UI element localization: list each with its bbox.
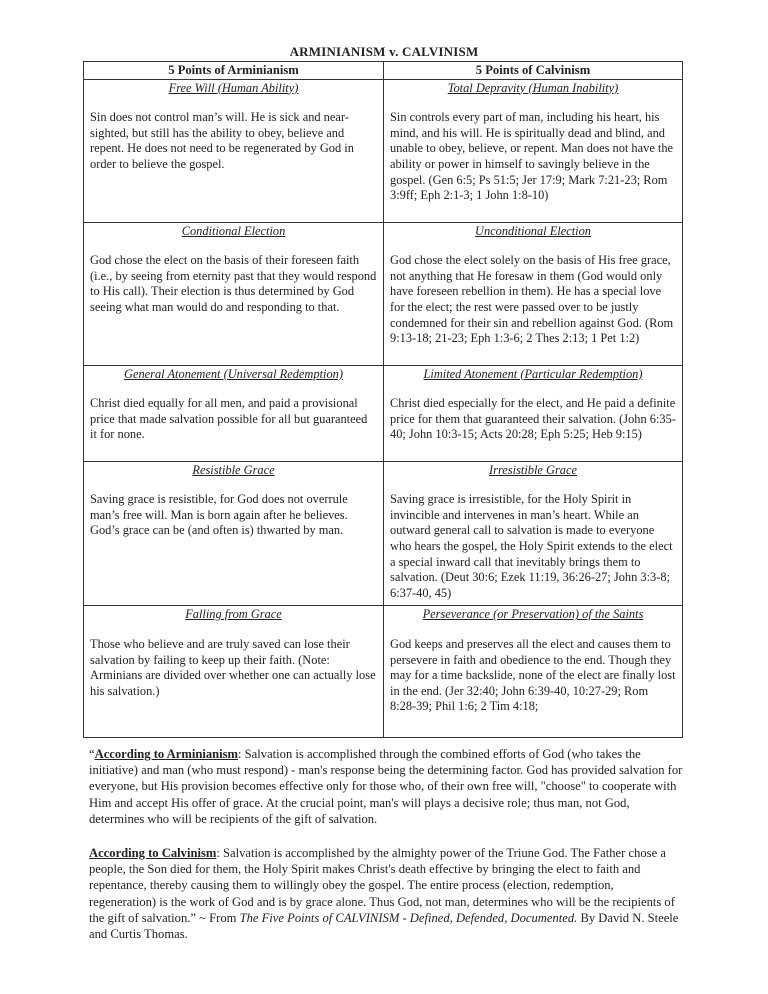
arminianism-summary-text: : Salvation is accomplished through the combined efforts of God (who takes the initiative) and man (who must respond) - man's response being the determining factor. God has provided salvation for everyone, but His provision becomes effective only for those who, of their own free will, "choose" to cooperate with Him and accept His offer of grace. At the crucial point, man's will plays a decisive role; thus man, not God, determines who will be recipients of the gift of salvation. (89, 747, 683, 826)
arminianism-lead: According to Arminianism (94, 747, 239, 761)
calvinism-lead: According to Calvinism (89, 846, 217, 861)
point-heading: Total Depravity (Human Inability) (447, 80, 619, 95)
calvinist-point-cell (384, 365, 683, 461)
point-text: Christ died equally for all men, and paid a provisional price that made salvation possible for all but guaranteed it for none. (90, 396, 368, 442)
point-heading: General Atonement (Universal Redemption) (124, 366, 343, 381)
calvinism-summary (89, 845, 683, 942)
table-row (84, 222, 683, 365)
arminian-point-cell (84, 222, 384, 365)
arminian-point-cell (84, 79, 384, 222)
arminian-point-cell (84, 461, 384, 606)
calvinist-point-cell (384, 606, 683, 738)
point-heading: Resistible Grace (192, 462, 275, 477)
comparison-table (83, 61, 683, 738)
book-title: The Five Points of CALVINISM - Defined, Defended, Documented. (239, 910, 578, 925)
calvinism-summary-text: : Salvation is accomplished by the almighty power of the Triune God. The Father chose a people, the Son died for them, the Holy Spirit makes Christ's death effective by bringing the elect to faith and repentance, thereby causing them to willingly obey the gospel. The entire process (election, redemption, regeneration) is the work of God and is by grace alone. Thus God, not man, determines who will be the recipients of the gift of salvation.” ~ From (89, 846, 675, 925)
table-row (84, 365, 683, 461)
point-text: God chose the elect solely on the basis of His free grace, not anything that He foresaw in them (God would only have foreseen rebellion in them). He has a special love for the elect; the rest were passed over to be justly condemned for their sin and rebellion against God. (Rom 9:13-18; 21-23; Eph 1:3-6; 2 Thes 2:13; 1 Pet 1:2) (390, 253, 674, 346)
page-title: ARMINIANISM v. CALVINISM (289, 44, 479, 59)
calvinist-point-cell (384, 461, 683, 606)
point-heading: Perseverance (or Preservation) of the Saints (422, 607, 644, 622)
point-text: Those who believe and are truly saved can lose their salvation by failing to keep up their faith. (Note: Arminians are divided over whether one can actually lose his salvation.) (90, 636, 376, 698)
point-text: Saving grace is resistible, for God does not overrule man’s free will. Man is born again after he believes. God’s grace can be (and often is) thwarted by man. (90, 492, 348, 538)
point-text: Saving grace is irresistible, for the Holy Spirit in invincible and intervenes in man’s heart. While an outward general call to salvation is made to everyone who hears the gospel, the Holy Spirit extends to the elect a special inward call that inevitably brings them to salvation. (Deut 30:6; Ezek 11:19, 36:26-27; John 3:3-8; 6:37-40, 45) (390, 492, 673, 600)
point-heading: Unconditional Election (475, 223, 591, 238)
byline: By David N. Steele and Curtis Thomas. (89, 910, 679, 942)
arminian-point-cell (84, 606, 384, 738)
point-heading: Free Will (Human Ability) (168, 80, 299, 95)
point-heading: Limited Atonement (Particular Redemption) (423, 366, 643, 381)
point-text: God keeps and preserves all the elect and causes them to persevere in faith and obedience to the end. Though they may for a time backslide, none of the elect are finally lost in the end. (Jer 32:40; John 6:39-40, 10:27-29; Rom 8:28-39; Phil 1:6; 2 Tim 4:18; (390, 636, 676, 714)
summary-notes (89, 746, 683, 960)
table-row (84, 606, 683, 738)
point-heading: Conditional Election (181, 223, 286, 238)
arminianism-summary (89, 746, 683, 827)
point-text: Christ died especially for the elect, and He paid a definite price for them that guaranteed their salvation. (John 6:35-40; John 10:3-15; Acts 20:28; Eph 5:25; Heb 9:15) (390, 396, 676, 442)
point-text: God chose the elect on the basis of their foreseen faith (i.e., by seeing from eternity past that they would respond to His call). Their election is thus determined by God seeing what man would do and responding to that. (90, 253, 377, 314)
point-heading: Irresistible Grace (489, 462, 577, 477)
calvinist-point-cell (384, 79, 683, 222)
table-row (84, 79, 683, 222)
point-text: Sin does not control man’s will. He is sick and near-sighted, but still has the ability to obey, believe and repent. He does not need to be regenerated by God in order to believe the gospel. (90, 110, 354, 171)
column-header-arminianism: 5 Points of Arminianism (84, 62, 384, 80)
column-header-calvinism: 5 Points of Calvinism (384, 62, 683, 80)
table-header-row (84, 62, 683, 80)
calvinist-point-cell (384, 222, 683, 365)
point-heading: Falling from Grace (185, 607, 282, 622)
table-row (84, 461, 683, 606)
arminian-point-cell (84, 365, 384, 461)
open-quote: “ (89, 747, 95, 761)
point-text: Sin controls every part of man, including his heart, his mind, and his will. He is spiritually dead and blind, and unable to obey, believe, or repent. Man does not have the ability or power in himself to savingly believe in the gospel. (Gen 6:5; Ps 51:5; Jer 17:9; Mark 7:21-23; Rom 3:9ff; Eph 2:1-3; 1 John 1:8-10) (390, 110, 674, 203)
